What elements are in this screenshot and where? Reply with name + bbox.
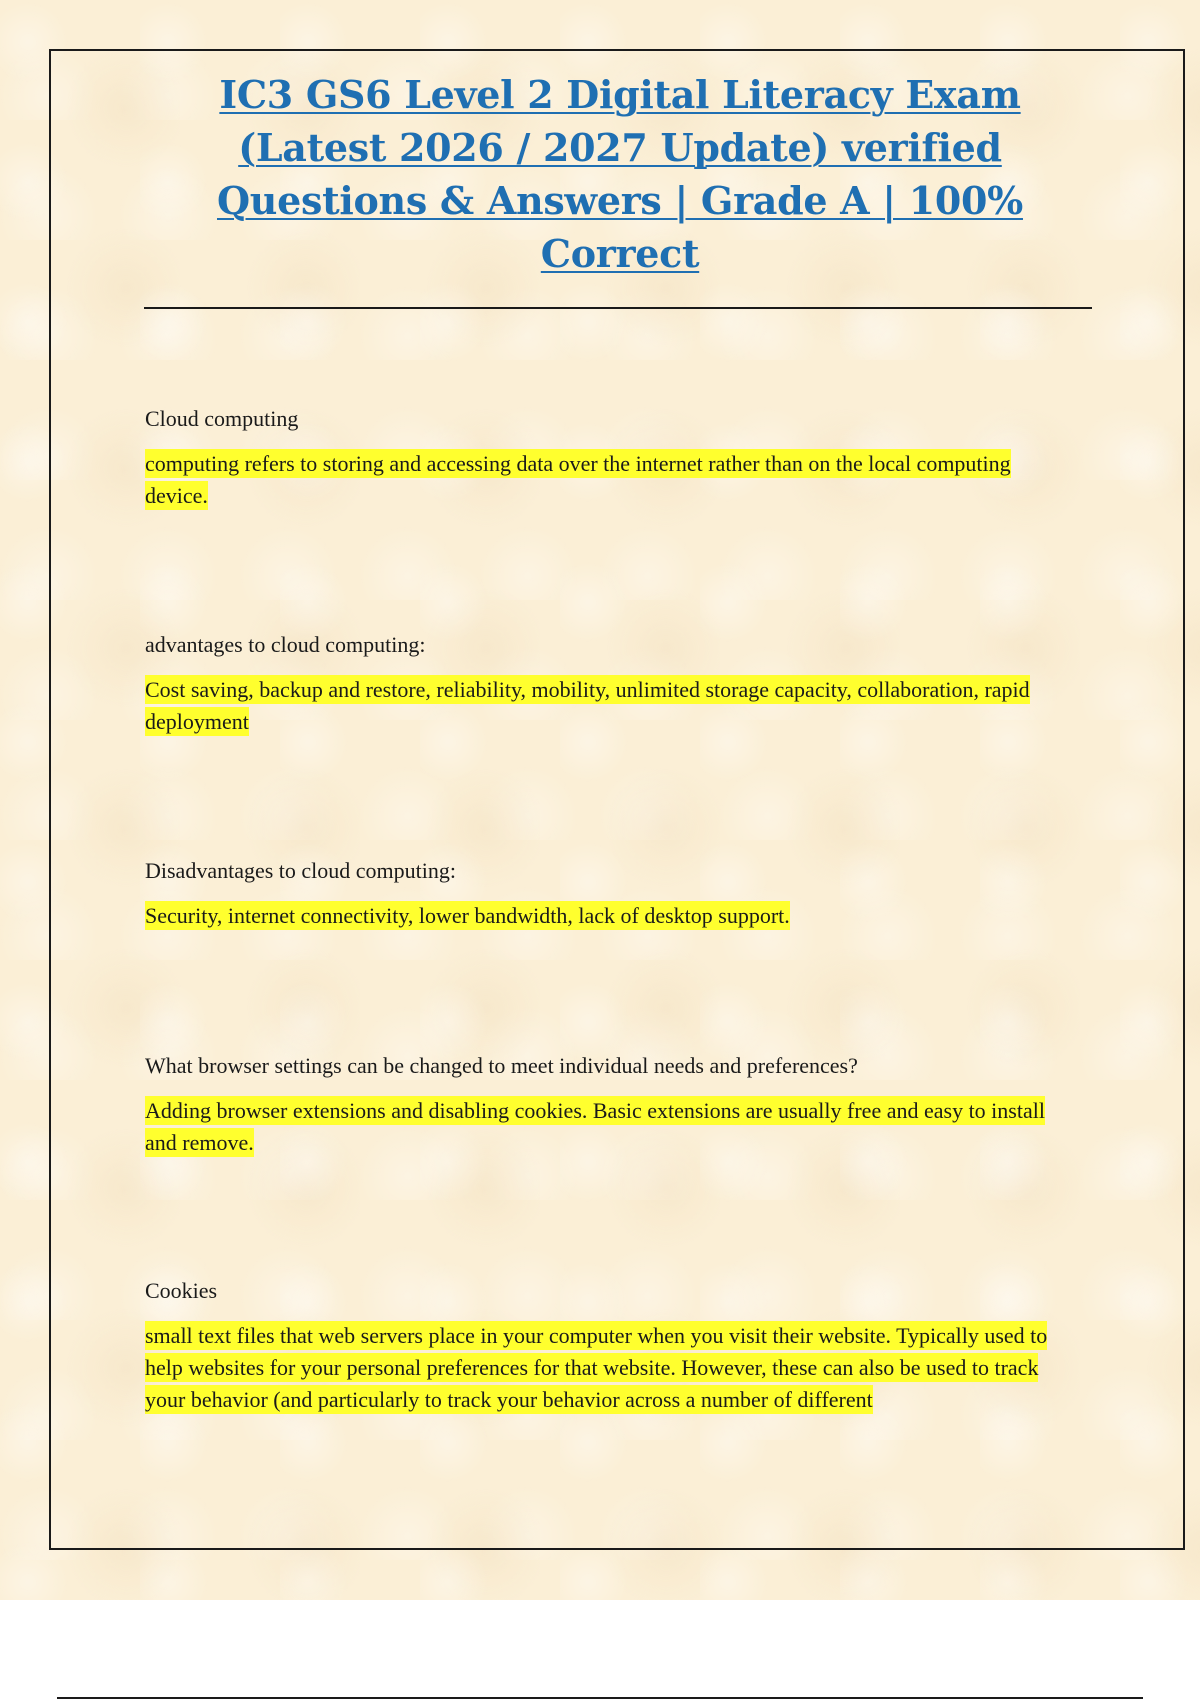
answer-text — [145, 674, 1075, 738]
answer-text — [145, 1320, 1075, 1416]
qa-item-cookies — [145, 1276, 1075, 1416]
answer-text — [145, 448, 1075, 512]
qa-item-cloud-computing — [145, 404, 1075, 512]
qa-item-disadvantages — [145, 856, 1075, 932]
question-text: Cookies — [145, 1278, 218, 1303]
question-text: Disadvantages to cloud computing: — [145, 858, 456, 883]
answer-highlight: Security, internet connectivity, lower bandwidth, lack of desktop support. — [145, 903, 790, 928]
answer-highlight: Adding browser extensions and disabling cookies. Basic extensions are usually free and easy to install and remove. — [145, 1098, 1045, 1155]
answer-highlight: computing refers to storing and accessing data over the internet rather than on the local computing device. — [145, 451, 1011, 508]
footer-divider — [57, 1697, 1143, 1699]
question-text: advantages to cloud computing: — [145, 632, 426, 657]
qa-item-advantages — [145, 630, 1075, 738]
qa-item-browser-settings — [145, 1051, 1075, 1159]
document-title: IC3 GS6 Level 2 Digital Literacy Exam (Latest 2026 / 2027 Update) verified Questions & Answers | Grade A | 100% Correct — [217, 72, 1023, 276]
answer-highlight: Cost saving, backup and restore, reliability, mobility, unlimited storage capacity, collaboration, rapid deployment — [145, 677, 1030, 734]
title-divider — [144, 307, 1092, 309]
question-text: What browser settings can be changed to meet individual needs and preferences? — [145, 1053, 858, 1078]
answer-text — [145, 1095, 1075, 1159]
question-text: Cloud computing — [145, 406, 299, 431]
answer-text — [145, 900, 1075, 932]
answer-highlight: small text files that web servers place in your computer when you visit their website. Typically used to help websites for your personal preferences for that website. However, these can also be used to track your behavior (and particularly to track your behavior across a number of different — [145, 1323, 1048, 1412]
